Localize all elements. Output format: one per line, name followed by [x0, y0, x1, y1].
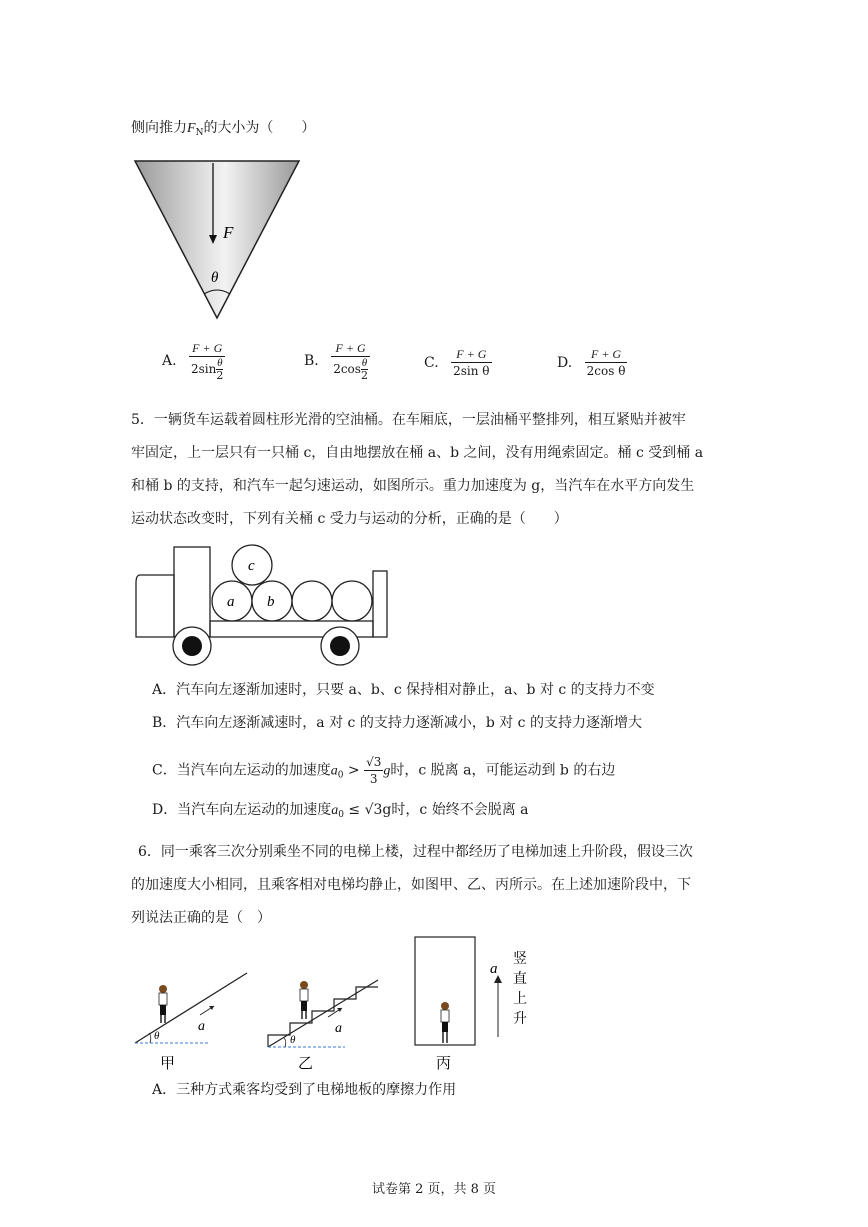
q4-stem-symbol: F: [187, 121, 196, 136]
q6-line-1: 6．同一乘客三次分别乘坐不同的电梯上楼，过程中都经历了电梯加速上升阶段，假设三次: [138, 844, 693, 860]
front-wheel: [173, 627, 211, 665]
q6-line-2: 的加速度大小相同，且乘客相对电梯均静止，如图甲、乙、丙所示。在上述加速阶段中，下: [131, 877, 691, 893]
accel-label: a: [490, 961, 498, 977]
fraction-denominator: 2sin θ: [453, 364, 490, 378]
force-label: F: [223, 223, 234, 242]
vertical-char: 直: [513, 972, 527, 987]
figure-yi: [268, 980, 378, 1072]
q5-truck-figure: [134, 545, 394, 670]
option-d-suffix: 时，c 始终不会脱离 a: [391, 802, 529, 818]
option-c-prefix: C．当汽车向左运动的加速度: [152, 762, 331, 779]
figure-bing: [415, 937, 475, 1072]
wedge-shape: [135, 161, 299, 318]
passenger-icon: [159, 985, 167, 1023]
q4-stem-prefix: 侧向推力: [131, 120, 187, 136]
accel-sub: 0: [337, 770, 344, 781]
passenger-icon: [300, 981, 308, 1019]
angle-den: 2: [360, 369, 368, 382]
gravity-symbol: g: [383, 763, 391, 779]
fraction-numerator: √3: [366, 755, 382, 769]
theta-label: θ: [290, 1034, 296, 1046]
theta-label: θ: [211, 270, 219, 286]
fraction-denominator: 2cos θ: [586, 364, 626, 378]
angle-num: θ: [361, 357, 368, 369]
q5-option-b: B．汽车向左逐渐减速时，a 对 c 的支持力逐渐减小，b 对 c 的支持力逐渐增大: [152, 715, 642, 731]
option-label: B.: [304, 353, 319, 369]
q5-line-1: 5．一辆货车运载着圆柱形光滑的空油桶。在车厢底，一层油桶平整排列，相互紧贴并被牢: [131, 412, 686, 428]
option-c-suffix: 时，c 脱离 a，可能运动到 b 的右边: [390, 762, 616, 779]
q5-option-d: [152, 800, 529, 825]
q4-option-b: [304, 340, 370, 382]
q5-line-3: 和桶 b 的支持，和汽车一起匀速运动，如图所示。重力加速度为 g，当汽车在水平方向发生: [131, 478, 695, 494]
option-label: A.: [162, 353, 177, 369]
accel-label: a: [335, 1021, 342, 1036]
q4-stem-sub: N: [195, 128, 204, 138]
q6-line-3: 列说法正确的是（ ）: [131, 910, 271, 926]
option-fraction: [585, 346, 628, 379]
option-d-op: ≤ √3g: [348, 802, 392, 818]
label-jia: 甲: [160, 1056, 176, 1072]
option-fraction: [189, 340, 225, 382]
q5-option-a: A．汽车向左逐渐加速时，只要 a、b、c 保持相对静止，a、b 对 c 的支持力不变: [152, 682, 655, 698]
q5-line-2: 牢固定，上一层只有一只桶 c，自由地摆放在桶 a、b 之间，没有用绳索固定。桶 c 受到桶 a: [131, 445, 704, 461]
angle-den: 2: [216, 369, 224, 382]
q6-elevator-figure: [130, 935, 550, 1075]
option-d-prefix: D．当汽车向左运动的加速度: [152, 802, 332, 818]
q5-option-c: [152, 754, 615, 787]
fraction-numerator: F + G: [451, 346, 491, 363]
accel-var: a: [330, 763, 338, 779]
option-c-op: >: [347, 762, 360, 779]
fraction-numerator: F + G: [585, 346, 628, 363]
q4-stem-suffix: 的大小为（ ）: [203, 120, 316, 136]
barrel: [332, 581, 372, 621]
option-label: C.: [424, 354, 439, 371]
fraction-denominator: 2sin: [191, 362, 217, 376]
label-a: a: [227, 594, 235, 610]
theta-label: θ: [154, 1030, 160, 1042]
label-bing: 丙: [436, 1056, 452, 1072]
vertical-char: 上: [513, 992, 527, 1007]
rear-wheel: [321, 627, 359, 665]
vertical-char: 升: [513, 1012, 527, 1027]
accel-label: a: [198, 1019, 205, 1034]
q5-line-4: 运动状态改变时，下列有关桶 c 受力与运动的分析，正确的是（ ）: [131, 511, 568, 527]
q6-option-a: A．三种方式乘客均受到了电梯地板的摩擦力作用: [152, 1082, 457, 1098]
barrel: [292, 581, 332, 621]
page-footer: 试卷第 2 页，共 8 页: [371, 1182, 497, 1197]
label-b: b: [267, 594, 275, 610]
q4-option-d: [557, 346, 627, 379]
accel-sub: 0: [338, 810, 344, 820]
vertical-char: 竖: [513, 952, 527, 967]
figure-jia: [135, 973, 247, 1072]
q4-wedge-figure: [130, 158, 330, 328]
accel-var: a: [331, 803, 339, 818]
q4-option-a: [162, 340, 225, 382]
label-c: c: [248, 558, 255, 574]
truck-hood: [136, 575, 174, 637]
truck-tailboard: [373, 571, 387, 637]
label-yi: 乙: [298, 1056, 314, 1072]
fraction-denominator: 2cos: [333, 362, 361, 376]
angle-num: θ: [217, 357, 223, 369]
option-c-fraction: [364, 754, 383, 787]
option-fraction: [331, 340, 370, 382]
q4-option-c: [424, 346, 492, 379]
q4-stem: [131, 118, 315, 143]
fraction-denominator: 3: [369, 772, 378, 786]
fraction-numerator: F + G: [331, 340, 370, 357]
vertical-accel-arrow: [490, 950, 527, 1037]
truck-cab: [174, 547, 210, 637]
fraction-numerator: F + G: [189, 340, 225, 357]
option-fraction: [451, 346, 491, 379]
option-label: D.: [557, 354, 573, 371]
